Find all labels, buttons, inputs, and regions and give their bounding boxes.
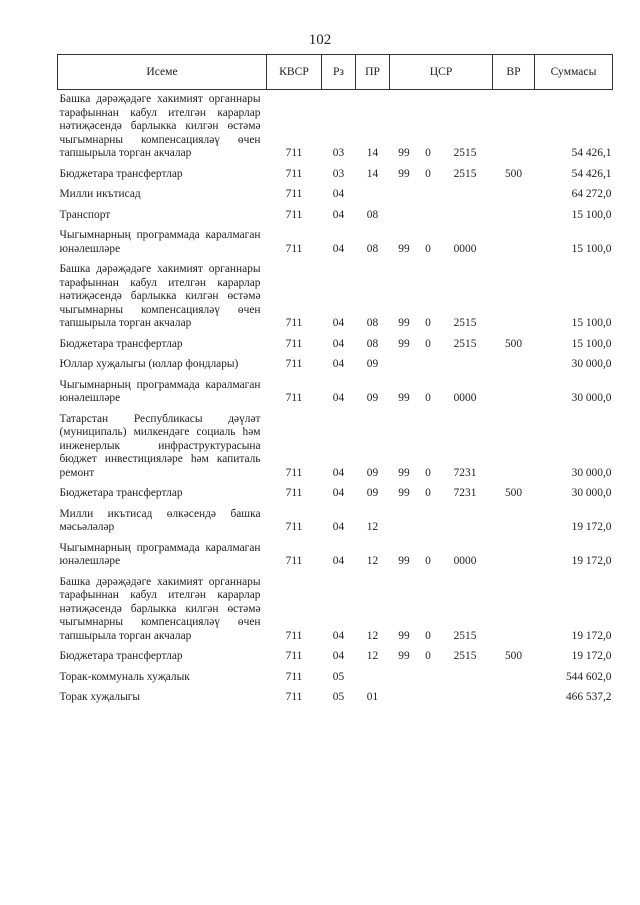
cell-pr: 09 <box>366 466 379 479</box>
table-header <box>58 55 613 90</box>
cell-csr2: 0 <box>425 317 431 329</box>
cell-sum: 466 537,2 <box>565 691 612 703</box>
cell-name: Башка дәрәҗәдәге хакимият органнары тарафыннан кабул ителгән карарлар нәтиҗәсендә барлыкка килгән өстәмә чыгымнарны компенсацияләү өчен тапшырыла торган акчалар <box>59 93 261 159</box>
cell-csr2 <box>419 688 438 709</box>
cell-sum: 19 172,0 <box>571 650 612 662</box>
cell-csr3: 0000 <box>453 242 477 255</box>
cell-csr1: 99 <box>398 487 410 499</box>
cell-name: Милли икътисад <box>59 188 141 200</box>
cell-kvsr: 711 <box>285 466 303 479</box>
cell-csr2 <box>419 505 438 539</box>
cell-sum: 30 000,0 <box>571 392 612 404</box>
cell-csr1 <box>390 668 419 689</box>
cell-pr: 01 <box>366 691 379 703</box>
table-row <box>58 260 613 335</box>
cell-vr <box>493 206 535 227</box>
cell-csr1: 99 <box>398 629 410 642</box>
header-sum: Суммасы <box>535 55 613 90</box>
cell-csr3 <box>438 668 493 689</box>
cell-kvsr: 711 <box>285 147 303 159</box>
cell-rz: 04 <box>332 521 345 533</box>
cell-csr2: 0 <box>425 337 431 350</box>
cell-name: Милли икътисад өлкәсендә башка мәсьәләләр <box>59 507 261 533</box>
cell-kvsr: 711 <box>285 521 303 533</box>
cell-csr2: 0 <box>425 629 431 642</box>
table-row <box>58 539 613 573</box>
cell-pr: 09 <box>366 487 379 499</box>
table-row <box>58 647 613 668</box>
cell-rz: 04 <box>332 466 345 479</box>
cell-sum: 19 172,0 <box>571 521 612 533</box>
cell-rz: 04 <box>332 650 345 662</box>
cell-vr: 500 <box>504 337 523 350</box>
cell-kvsr: 711 <box>285 208 303 221</box>
cell-rz: 04 <box>332 188 345 200</box>
table-row <box>58 206 613 227</box>
cell-pr: 09 <box>366 392 379 404</box>
cell-pr: 08 <box>366 317 379 329</box>
cell-vr <box>493 260 535 335</box>
cell-sum: 15 100,0 <box>571 317 612 329</box>
cell-rz: 03 <box>332 167 345 180</box>
table-row <box>58 355 613 376</box>
cell-sum: 30 000,0 <box>571 466 612 479</box>
cell-csr1: 99 <box>398 392 410 404</box>
cell-kvsr: 711 <box>285 650 303 662</box>
cell-name: Башка дәрәҗәдәге хакимият органнары тарафыннан кабул ителгән карарлар нәтиҗәсендә барлыкка килгән өстәмә чыгымнарны компенсацияләү өчен тапшырыла торган акчалар <box>59 575 261 642</box>
cell-csr1: 99 <box>398 555 410 567</box>
cell-vr <box>493 573 535 648</box>
cell-csr1 <box>390 688 419 709</box>
cell-kvsr: 711 <box>285 242 303 255</box>
cell-kvsr: 711 <box>285 629 303 642</box>
table-row <box>58 335 613 356</box>
cell-kvsr: 711 <box>285 392 303 404</box>
cell-vr <box>493 688 535 709</box>
cell-rz: 04 <box>332 358 345 370</box>
table-row <box>58 165 613 186</box>
cell-csr3: 2515 <box>453 317 477 329</box>
cell-csr1 <box>390 206 419 227</box>
cell-csr3 <box>438 688 493 709</box>
cell-name: Чыгымнарның программада каралмаган юнәлешләре <box>59 229 261 255</box>
cell-vr <box>493 226 535 260</box>
cell-pr: 14 <box>366 167 379 180</box>
cell-vr: 500 <box>504 650 523 662</box>
cell-kvsr: 711 <box>285 167 303 180</box>
table-row <box>58 688 613 709</box>
cell-sum: 54 426,1 <box>571 147 612 159</box>
cell-csr3: 2515 <box>453 337 477 350</box>
cell-csr1: 99 <box>398 242 410 255</box>
cell-vr <box>493 505 535 539</box>
cell-rz: 05 <box>332 670 345 683</box>
cell-csr2 <box>419 668 438 689</box>
cell-vr <box>493 668 535 689</box>
cell-vr <box>493 539 535 573</box>
cell-pr: 08 <box>366 242 379 255</box>
cell-csr1 <box>390 505 419 539</box>
table-row <box>58 185 613 206</box>
cell-vr <box>493 185 535 206</box>
header-kvsr: КВСР <box>267 55 322 90</box>
cell-pr <box>356 668 390 689</box>
table-row <box>58 226 613 260</box>
cell-csr3: 2515 <box>453 629 477 642</box>
cell-pr: 14 <box>366 147 379 159</box>
cell-name: Чыгымнарның программада каралмаган юнәлешләре <box>59 541 261 567</box>
cell-pr: 08 <box>366 337 379 350</box>
cell-sum: 19 172,0 <box>571 629 612 642</box>
cell-pr: 12 <box>366 521 379 533</box>
cell-name: Бюджетара трансфертлар <box>59 487 183 499</box>
header-name: Исеме <box>58 55 267 90</box>
cell-name: Татарстан Республикасы дәүләт (муниципаль) милкендәге социаль һәм инженерлык инфраструктурасына бюджет инвестицияләре һәм капиталь ремонт <box>59 412 261 479</box>
cell-csr3: 0000 <box>453 555 477 567</box>
cell-csr3: 7231 <box>453 466 477 479</box>
cell-vr: 500 <box>504 167 523 180</box>
cell-vr <box>493 410 535 485</box>
table-row <box>58 484 613 505</box>
cell-rz: 05 <box>332 691 345 703</box>
cell-csr2 <box>419 355 438 376</box>
cell-pr: 12 <box>366 555 379 567</box>
cell-vr <box>493 90 535 165</box>
cell-csr3: 2515 <box>453 147 477 159</box>
cell-kvsr: 711 <box>285 691 303 703</box>
cell-pr: 08 <box>366 208 379 221</box>
cell-name: Бюджетара трансфертлар <box>59 167 183 180</box>
header-csr: ЦСР <box>390 55 493 90</box>
cell-rz: 04 <box>332 392 345 404</box>
cell-csr1 <box>390 355 419 376</box>
table-body <box>58 90 613 709</box>
cell-csr3: 2515 <box>453 167 477 180</box>
cell-rz: 04 <box>332 555 345 567</box>
cell-rz: 04 <box>332 242 345 255</box>
cell-name: Торак-коммуналь хуҗалык <box>59 670 190 683</box>
cell-csr2: 0 <box>425 650 431 662</box>
cell-csr2: 0 <box>425 487 431 499</box>
cell-rz: 04 <box>332 487 345 499</box>
cell-sum: 15 100,0 <box>571 208 612 221</box>
cell-rz: 04 <box>332 337 345 350</box>
cell-csr2: 0 <box>425 392 431 404</box>
cell-kvsr: 711 <box>285 358 303 370</box>
cell-csr3: 2515 <box>453 650 477 662</box>
cell-pr: 12 <box>366 650 379 662</box>
cell-sum: 30 000,0 <box>571 487 612 499</box>
cell-csr3: 7231 <box>453 487 477 499</box>
cell-csr3 <box>438 206 493 227</box>
cell-pr: 09 <box>366 358 379 370</box>
cell-vr <box>493 376 535 410</box>
cell-sum: 30 000,0 <box>571 358 612 370</box>
cell-csr2: 0 <box>425 242 431 255</box>
cell-csr2: 0 <box>425 167 431 180</box>
cell-csr1: 99 <box>398 147 410 159</box>
cell-sum: 64 272,0 <box>571 188 612 200</box>
cell-name: Чыгымнарның программада каралмаган юнәлешләре <box>59 378 261 404</box>
cell-pr: 12 <box>366 629 379 642</box>
cell-csr1: 99 <box>398 317 410 329</box>
cell-name: Бюджетара трансфертлар <box>59 337 183 350</box>
cell-rz: 04 <box>332 208 345 221</box>
cell-sum: 544 602,0 <box>565 670 612 683</box>
cell-name: Торак хуҗалыгы <box>59 691 141 703</box>
cell-csr1: 99 <box>398 466 410 479</box>
cell-csr1: 99 <box>398 167 410 180</box>
cell-csr2 <box>419 185 438 206</box>
cell-sum: 15 100,0 <box>571 242 612 255</box>
cell-kvsr: 711 <box>285 670 303 683</box>
cell-csr1: 99 <box>398 337 410 350</box>
cell-csr1 <box>390 185 419 206</box>
table-row <box>58 376 613 410</box>
cell-kvsr: 711 <box>285 555 303 567</box>
cell-csr1: 99 <box>398 650 410 662</box>
cell-name: Юллар хуҗалыгы (юллар фондлары) <box>59 358 239 370</box>
cell-csr3 <box>438 185 493 206</box>
cell-csr2: 0 <box>425 147 431 159</box>
cell-name: Транспорт <box>59 208 111 221</box>
table-row <box>58 505 613 539</box>
table-row <box>58 668 613 689</box>
cell-vr <box>493 355 535 376</box>
page-number: 102 <box>308 32 332 48</box>
table-row <box>58 573 613 648</box>
header-vr: ВР <box>493 55 535 90</box>
cell-csr2: 0 <box>425 466 431 479</box>
cell-rz: 03 <box>332 147 345 159</box>
cell-csr2 <box>419 206 438 227</box>
cell-pr <box>356 185 390 206</box>
cell-kvsr: 711 <box>285 317 303 329</box>
budget-table <box>57 54 613 709</box>
cell-sum: 54 426,1 <box>571 167 612 180</box>
cell-sum: 15 100,0 <box>571 337 612 350</box>
cell-rz: 04 <box>332 317 345 329</box>
cell-name: Башка дәрәҗәдәге хакимият органнары тарафыннан кабул ителгән карарлар нәтиҗәсендә барлыкка килгән өстәмә чыгымнарны компенсацияләү өчен тапшырыла торган акчалар <box>59 263 261 329</box>
cell-rz: 04 <box>332 629 345 642</box>
cell-csr3 <box>438 355 493 376</box>
header-pr: ПР <box>356 55 390 90</box>
cell-csr3 <box>438 505 493 539</box>
cell-vr: 500 <box>504 487 523 499</box>
cell-kvsr: 711 <box>285 188 303 200</box>
cell-sum: 19 172,0 <box>571 555 612 567</box>
cell-kvsr: 711 <box>285 487 303 499</box>
cell-name: Бюджетара трансфертлар <box>59 650 183 662</box>
cell-csr3: 0000 <box>453 392 477 404</box>
cell-csr2: 0 <box>425 555 431 567</box>
header-rz: Рз <box>322 55 356 90</box>
table-row <box>58 90 613 165</box>
cell-kvsr: 711 <box>285 337 303 350</box>
table-row <box>58 410 613 485</box>
